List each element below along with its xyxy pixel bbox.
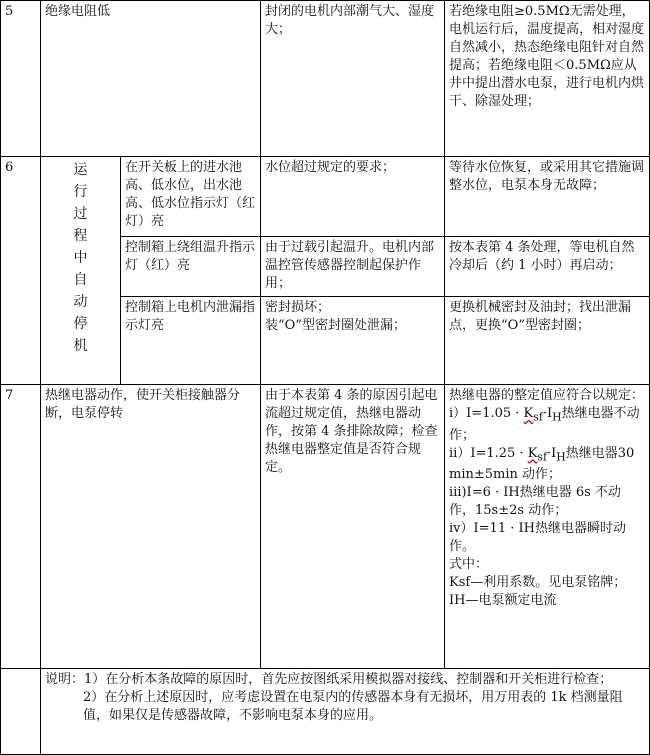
fault-cause xyxy=(261,297,445,385)
rule-prefix: ⅰ）I=1.05 · xyxy=(449,406,524,421)
fault-cause: 水位超过规定的要求； xyxy=(261,157,445,237)
fault-remedy: 等待水位恢复，或采用其它措施调整水位，电泵本身无故障； xyxy=(445,157,650,237)
remedy-intro: 热继电器的整定值应符合以规定： xyxy=(449,388,645,403)
table-row-7 xyxy=(1,385,650,669)
fault-group-label: 运行过程中自动停机 xyxy=(73,162,88,354)
formula-label: 式中： xyxy=(449,557,489,573)
fault-remedy: 若绝缘电阻≥0.5MΩ无需处理，电机运行后，温度提高，相对湿度自然减小，热态绝缘电阻针对自然提高；若绝缘电阻＜0.5MΩ应从井中提出潜水电泵，进行电机内烘干、除湿处理； xyxy=(445,1,650,157)
note-cell xyxy=(41,669,650,755)
row-number: 5 xyxy=(1,1,41,157)
symptom: 在开关板上的进水池高、低水位，出水池高、低水位指示灯（红灯）亮 xyxy=(121,157,261,237)
fault-cause: 由于本表第 4 条的原因引起电流超过规定值，热继电器动作，按第 4 条排除故障；检查热继电器整定值是否符合规定。 xyxy=(261,385,445,669)
rule-prefix: ⅱ）I=1.25 · xyxy=(449,445,528,461)
remedy-rule-4: ⅳ）I=11 · IH热继电器瞬时动作。 xyxy=(449,521,626,555)
remedy-rule-2: ⅱ）I=1.25 · $K_{sf}\cdot I_H$热继电器30min±5min 动作； xyxy=(449,445,635,483)
rule-suffix: 热继电器30min±5min 动作； xyxy=(449,445,635,483)
fault-remedy xyxy=(445,385,650,669)
row-number: 7 xyxy=(1,385,41,669)
fault-cause: 封闭的电机内部潮气大、湿度大； xyxy=(261,1,445,157)
ksf-symbol: $K_{sf}$ xyxy=(527,445,547,464)
ksf-symbol: $K_{sf}$ xyxy=(523,406,543,424)
ksf-definition: Ksf—利用系数。见电泵铭牌； xyxy=(449,575,627,591)
rule-suffix: 热继电器不动作； xyxy=(449,406,640,443)
fault-description: 热继电器动作，使开关柜接触器分断，电泵停转 xyxy=(41,385,261,669)
symptom: 控制箱上绕组温升指示灯（红）亮 xyxy=(121,237,261,297)
table-row-5 xyxy=(1,1,650,157)
remedy-rule-3: ⅲ)I=6 · IH热继电器 6s 不动作，15s±2s 动作； xyxy=(449,485,621,519)
note-paragraph-1: 说明：1）在分析本条故障的原因时，首先应按图纸采用模拟器对接线、控制器和开关柜进行检查； xyxy=(45,672,613,687)
fault-group xyxy=(41,157,121,385)
fault-remedy: 按本表第 4 条处理，等电机自然冷却后（约 1 小时）再启动； xyxy=(445,237,650,297)
symptom: 控制箱上电机内泄漏指示灯亮 xyxy=(121,297,261,385)
cause-line: 密封损坏； xyxy=(265,300,331,315)
fault-cause: 由于过载引起温升。电机内部温控管传感器控制起保护作用； xyxy=(261,237,445,297)
table-row-6a xyxy=(1,157,650,237)
note-paragraph-2: 2）在分析上述原因时，应考虑设置在电泵内的传感器本身有无损坏，用万用表的 1k 档测量阻值，如果仅是传感器故障，不影响电泵本身的应用。 xyxy=(83,690,623,723)
table-row-note xyxy=(1,669,650,755)
fault-remedy: 更换机械密封及油封；找出泄漏点，更换“O”型密封圈； xyxy=(445,297,650,385)
remedy-rule-1: ⅰ）I=1.05 · $K_{sf}\cdot I_H$热继电器不动作； xyxy=(449,406,640,443)
empty-cell xyxy=(1,669,41,755)
cause-line: 装“O”型密封圈处泄漏； xyxy=(265,318,406,333)
row-number: 6 xyxy=(1,157,41,385)
fault-description: 绝缘电阻低 xyxy=(41,1,261,157)
ih-definition: IH—电泵额定电流 xyxy=(449,593,557,609)
